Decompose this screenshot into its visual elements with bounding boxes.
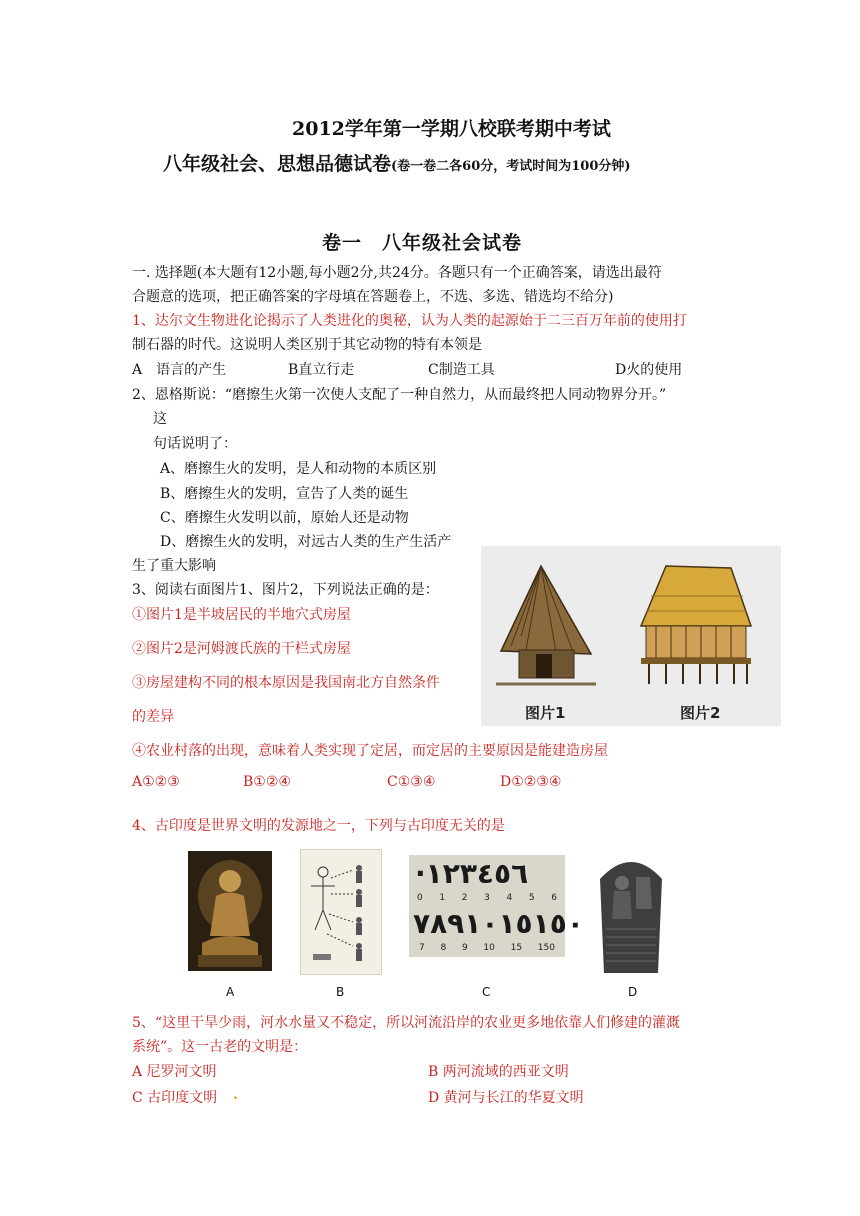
q4-label-c: C (482, 985, 491, 999)
q2-stem-line-2: 这 (153, 411, 167, 427)
q3-option-d: D①②③④ (500, 774, 562, 790)
q4-label-d: D (628, 985, 638, 999)
digit-label: 6 (551, 893, 557, 903)
q3-statement-3-line-1: ③房屋建构不同的根本原因是我国南北方自然条件 (132, 675, 440, 691)
digit-label: 7 (419, 943, 425, 953)
eastern-numerals-top: ·١٢٣٤٥٦ (415, 857, 529, 890)
semi-subterranean-house-icon (496, 566, 596, 684)
q2-option-d-line-2: 生了重大影响 (132, 558, 216, 574)
q5-option-a: A 尼罗河文明 (132, 1064, 217, 1080)
digit-label: 8 (440, 943, 447, 953)
caste-figures-icon (301, 850, 381, 974)
q3-statement-1: ①图片1是半坡居民的半地穴式房屋 (132, 607, 351, 623)
digit-label: 9 (461, 943, 468, 953)
q3-option-c: C①③④ (387, 774, 436, 790)
exam-subtitle (163, 149, 631, 176)
instructions-line-1: 一. 选择题(本大题有12小题,每小题2分,共24分。各题只有一个正确答案，请选出最符 (132, 265, 662, 281)
q4-label-b: B (336, 985, 345, 999)
q1-option-c: C制造工具 (428, 362, 495, 378)
q1-stem-line-2: 制石器的时代。这说明人类区别于其它动物的特有本领是 (132, 337, 482, 353)
digit-label: 1 (439, 893, 446, 903)
numerals-image (409, 855, 584, 957)
q3-option-a: A①②③ (132, 774, 180, 790)
instructions-line-2: 合题意的选项，把正确答案的字母填在答题卷上，不选、多选、错选均不给分) (132, 289, 614, 305)
q3-option-b: B①②④ (243, 774, 291, 790)
house-figures (481, 546, 781, 726)
q2-option-b: B、磨擦生火的发明，宣告了人类的诞生 (160, 486, 409, 502)
digits-row-top (417, 893, 557, 903)
digit-label: 10 (483, 943, 495, 953)
q5-option-c: C 古印度文明 (132, 1090, 218, 1106)
buddha-statue-icon (188, 851, 272, 971)
exam-title: 2012学年第一学期八校联考期中考试 (292, 118, 611, 140)
stilt-house-icon (641, 566, 751, 684)
section-title: 卷一 八年级社会试卷 (322, 232, 523, 254)
q2-stem-line-3: 句话说明了： (153, 436, 237, 452)
q4-stem: 4、古印度是世界文明的发源地之一，下列与古印度无关的是 (132, 818, 505, 834)
q4-label-a: A (226, 985, 235, 999)
digit-label: 15 (510, 943, 523, 953)
q1-option-d: D火的使用 (615, 362, 683, 378)
stray-mark: . (233, 1087, 238, 1103)
q5-stem-line-2: 系统”。这一古老的文明是： (132, 1039, 308, 1055)
buddha-image (188, 851, 272, 971)
digit-label: 3 (484, 893, 490, 903)
q5-option-b: B 两河流域的西亚文明 (428, 1064, 569, 1080)
stele-image (590, 849, 672, 973)
q1-option-b: B直立行走 (288, 362, 355, 378)
eastern-numerals-bottom: ٧٨٩١٠١٥١٥٠ (413, 907, 584, 940)
caste-diagram-image (300, 849, 382, 975)
q5-option-d: D 黄河与长江的华夏文明 (428, 1090, 584, 1106)
q2-option-c: C、磨擦生火发明以前，原始人还是动物 (160, 510, 409, 526)
q3-stem: 3、阅读右面图片1、图片2，下列说法正确的是： (132, 582, 439, 598)
figure-caption-1: 图片1 (525, 704, 566, 722)
digits-row-bottom (419, 943, 555, 953)
q3-statement-3-line-2: 的差异 (132, 709, 174, 725)
q2-stem-line-1: 2、恩格斯说：“磨擦生火第一次使人支配了一种自然力，从而最终把人同动物界分开。” (132, 387, 667, 403)
subtitle-main: 八年级社会、思想品德试卷 (163, 153, 392, 175)
digit-label: 0 (417, 893, 423, 903)
q1-stem-line-1: 1、达尔文生物进化论揭示了人类进化的奥秘，认为人类的起源始于二三百万年前的使用打 (132, 313, 687, 329)
digit-label: 2 (461, 893, 468, 903)
digit-label: 5 (528, 893, 535, 903)
figure-caption-2: 图片2 (680, 704, 721, 722)
subtitle-note: (卷一卷二各60分，考试时间为100分钟) (391, 159, 631, 174)
q5-stem-line-1: 5、“这里干旱少雨，河水水量又不稳定，所以河流沿岸的农业更多地依靠人们修建的灌溉 (132, 1015, 681, 1031)
digit-label: 150 (537, 943, 555, 953)
q3-statement-4: ④农业村落的出现，意味着人类实现了定居，而定居的主要原因是能建造房屋 (132, 743, 608, 759)
q1-option-a: A 语言的产生 (132, 362, 227, 378)
q2-option-d-line-1: D、磨擦生火的发明，对远古人类的生产生活产 (160, 534, 452, 550)
q3-statement-2: ②图片2是河姆渡氏族的干栏式房屋 (132, 641, 351, 657)
stone-stele-icon (590, 849, 672, 973)
house-illustrations (481, 546, 781, 726)
digit-label: 4 (506, 893, 513, 903)
q2-option-a: A、磨擦生火的发明，是人和动物的本质区别 (160, 461, 437, 477)
